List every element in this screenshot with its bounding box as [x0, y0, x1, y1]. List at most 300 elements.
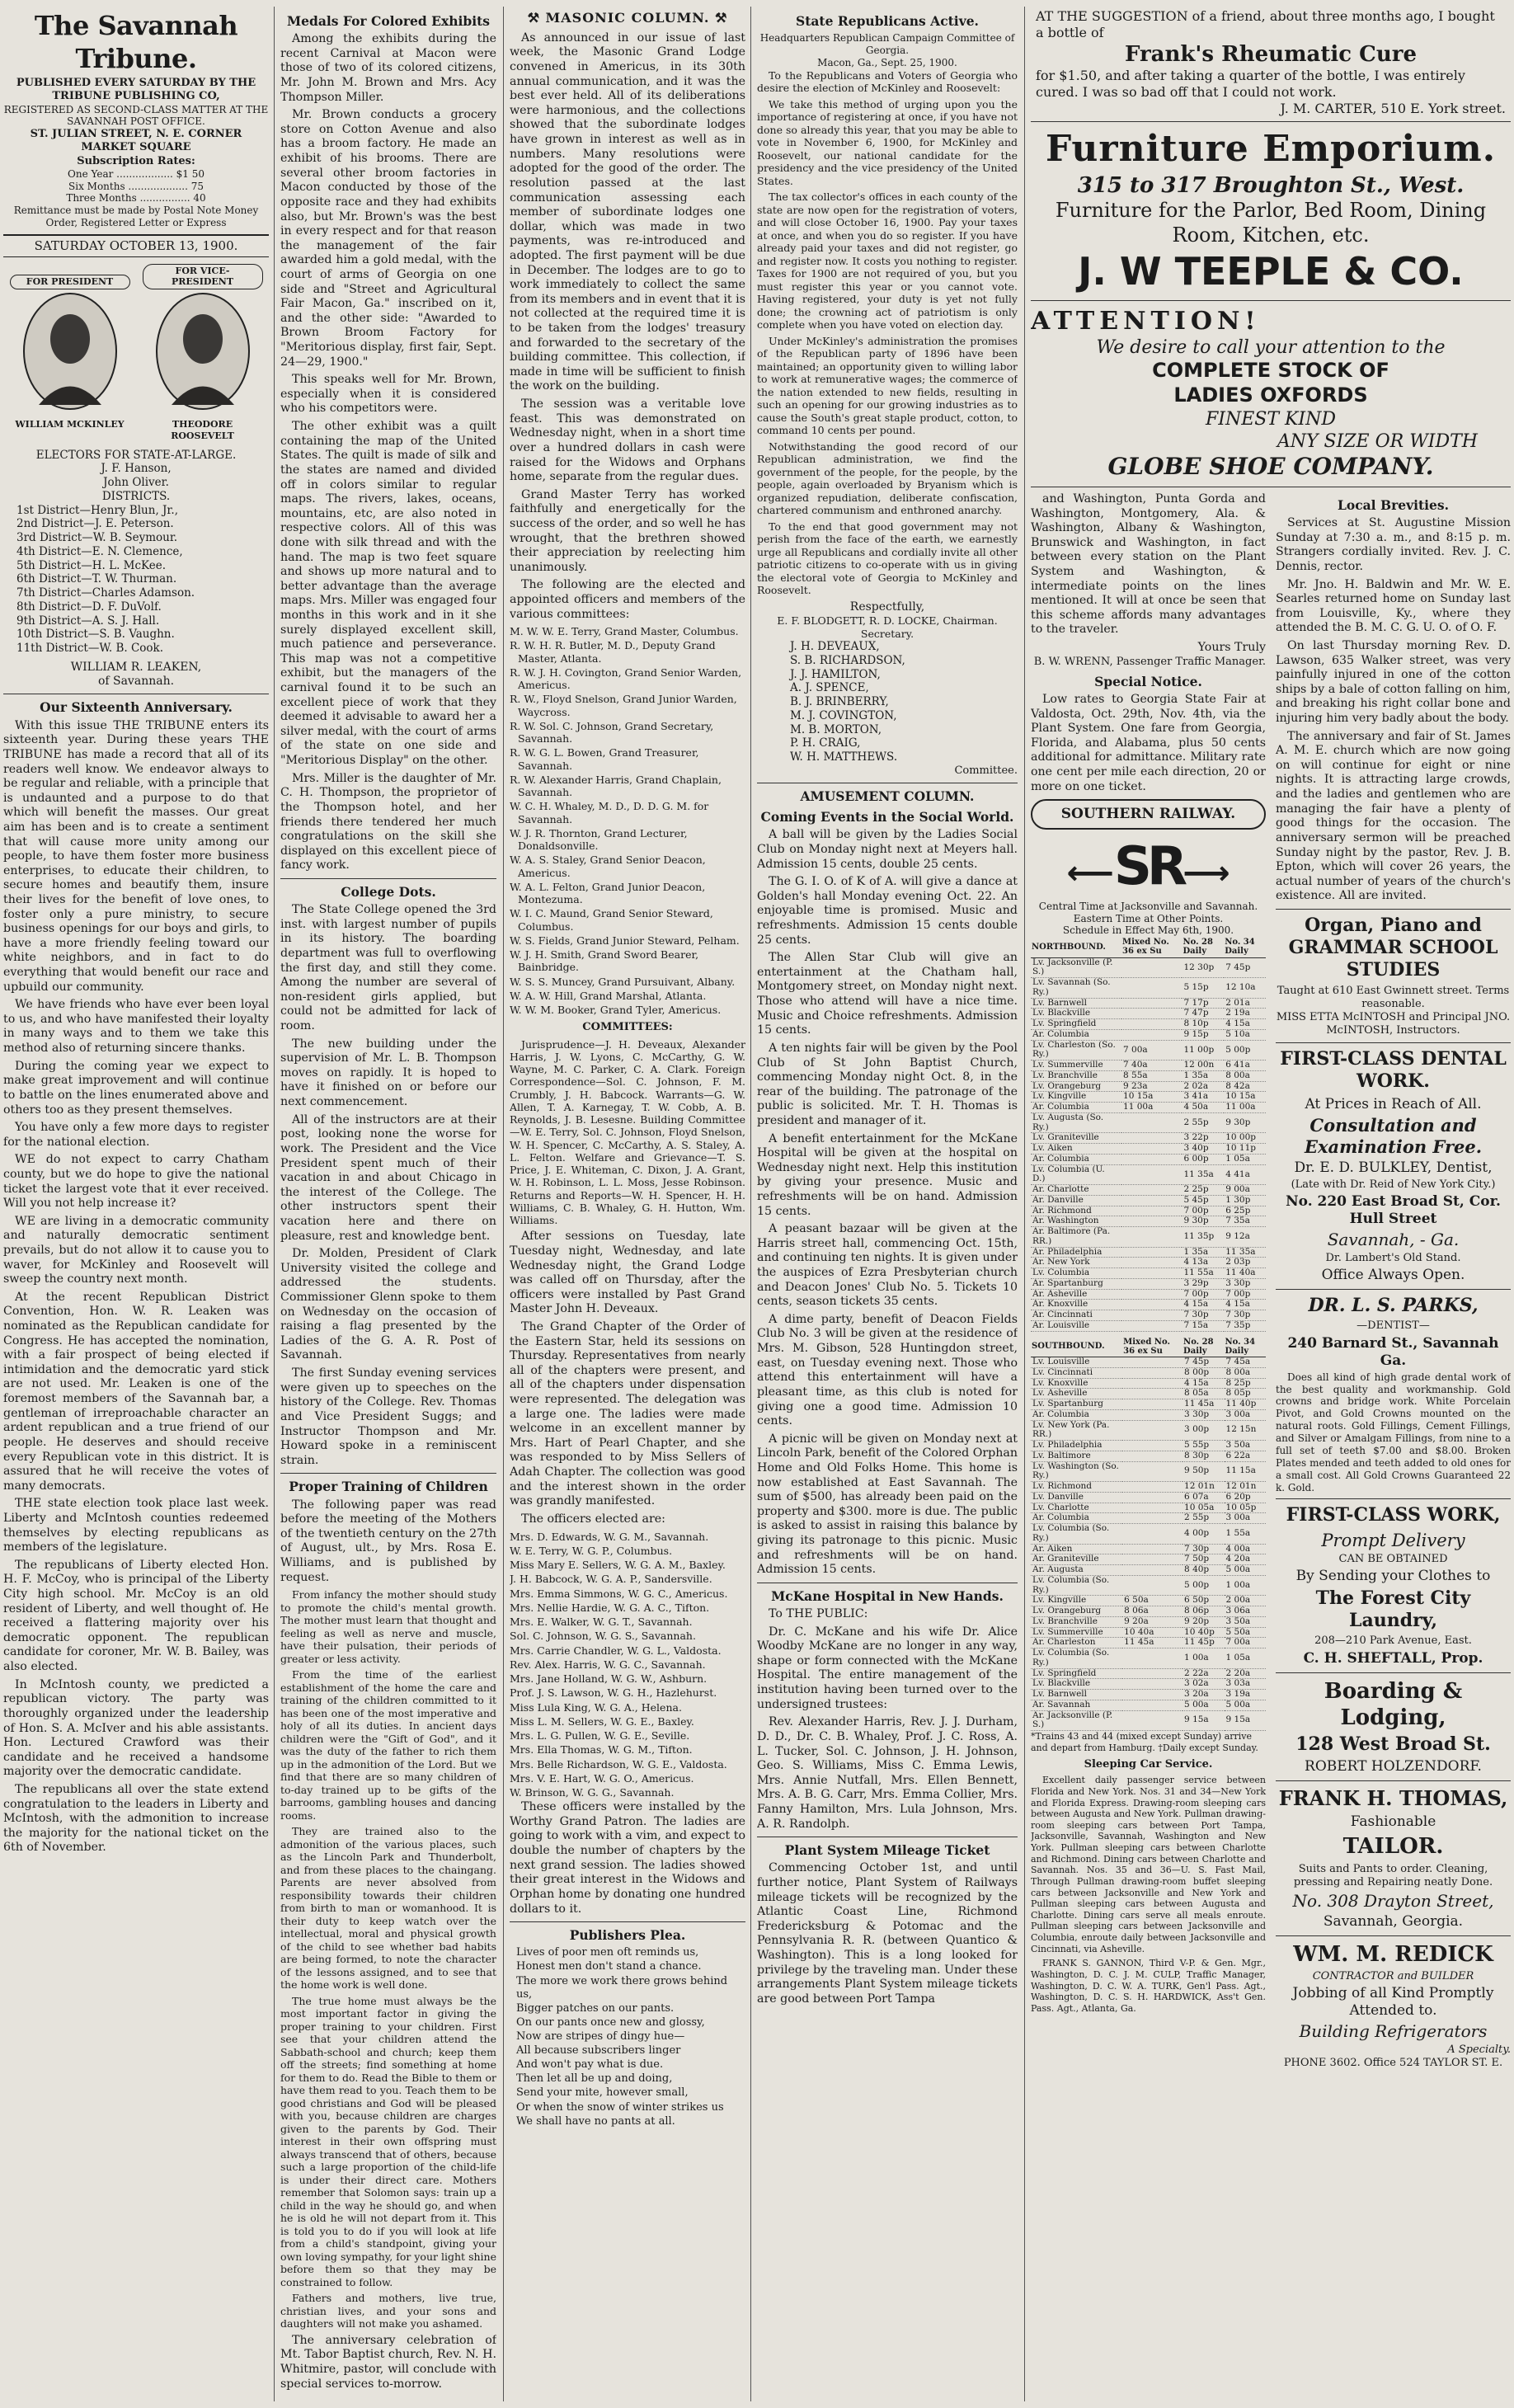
- schedule-row: [1031, 978, 1266, 999]
- district-line: 9th District—A. S. J. Hall.: [16, 614, 160, 628]
- brevity-item: The anniversary and fair of St. James A. M. E. church which are now going on will continue for eight or nine nights. It is attracting large crowds, and the ladies and gentlemen who are managing the fair have a plenty of good things for the occasion. The anniversary sermon will be preached Sunday night by the pastor, Rev. J. B. Epton, which will cover 26 years, the actual number of years of the church's existence. All are invited.: [1276, 729, 1511, 903]
- local-brevities-heading: Local Brevities.: [1337, 496, 1450, 513]
- column-rule: [750, 7, 751, 2401]
- article-paragraph: In McIntosh county, we predicted a republican victory. The party was thoroughly organized under the leadership of Hon. S. A. McIver and his able assistants. Hon. Lectured Crawford was their candidate and he received a handsome majority over the democratic candidate.: [3, 1677, 269, 1779]
- article-paragraph: You have only a few more days to register for the national election.: [3, 1121, 269, 1149]
- medals-heading: Medals For Colored Exhibits: [287, 13, 490, 29]
- globe-line: ANY SIZE OR WIDTH: [1277, 430, 1478, 452]
- article-paragraph: After sessions on Tuesday, late Tuesday night, Wednesday, and late Wednesday night, the Grand Lodge was called off on Thursday, after the officers were installed by Past Grand Master John H. Deveaux.: [510, 1230, 745, 1316]
- thomas-fashionable: Fashionable: [1350, 1813, 1436, 1831]
- schedule-row: [1031, 1195, 1266, 1206]
- schedule-cell: Lv. Springfield: [1031, 1668, 1122, 1679]
- schedule-cell: Lv. Knoxville: [1031, 1378, 1122, 1389]
- schedule-cell: 8 55a: [1121, 1070, 1182, 1081]
- schedule-row: [1031, 1216, 1266, 1227]
- committees-text: Jurisprudence—J. H. Deveaux, Alexander Harris, J. W. Lyons, C. McCarthy, G. W. Wayne, M. C. Parker, C. A. Clark. Foreign Correspondence—Sol. C. Johnson, F. M. Crumbly, J. H. Babcock. Warrants—G. W. Allen, T. A. Karnegay, T. W. Cobb, A. B. Reynolds, J. B. Lesesne. Building Committee—W. E. Terry, Sol. C. Johnson, Floyd Snelson, W. H. Spencer, C. McCarthy, A. S. Staley, A. L. Felton. Welfare and Grievance—T. S. Price, J. E. Whiteman, C. Dixon, J. A. Grant, W. H. Robinson, L. L. Moss, Jesse Robinson. Returns and Reports—W. H. Spencer, H. H. Williams, C. B. Whaley, G. H. Hutton, Wm. Williams.: [510, 1037, 745, 1227]
- electors-heading: ELECTORS FOR STATE-AT-LARGE.: [35, 448, 237, 462]
- schedule-cell: 2 00a: [1225, 1596, 1266, 1606]
- dental-doctor: Dr. E. D. BULKLEY, Dentist,: [1294, 1159, 1493, 1176]
- divider: [1031, 300, 1511, 301]
- railway-schedule-date: Schedule in Effect May 6th, 1900.: [1062, 924, 1234, 937]
- schedule-row: [1031, 1461, 1266, 1482]
- schedule-cell: 7 35p: [1224, 1320, 1266, 1331]
- schedule-cell: 11 45a: [1122, 1638, 1183, 1648]
- schedule-row: [1031, 1513, 1266, 1524]
- district-line: 7th District—Charles Adamson.: [16, 586, 195, 600]
- dental-consult: Consultation and Examination Free.: [1304, 1114, 1483, 1157]
- schedule-cell: 10 15a: [1224, 1092, 1266, 1103]
- schedule-cell: 3 30p: [1224, 1278, 1266, 1289]
- schedule-cell: 9 30p: [1224, 1112, 1266, 1133]
- schedule-cell: [1121, 1133, 1182, 1144]
- schedule-cell: [1121, 1258, 1182, 1268]
- officer-entry: R. W. Alexander Harris, Grand Chaplain, Savannah.: [510, 773, 722, 799]
- schedule-cell: Ar. Charlotte: [1031, 1185, 1121, 1196]
- schedule-cell: [1121, 1289, 1182, 1300]
- schedule-cell: 12 01n: [1225, 1482, 1266, 1493]
- schedule-cell: 11 00p: [1182, 1040, 1224, 1061]
- schedule-cell: 11 45a: [1183, 1399, 1224, 1410]
- schedule-cell: [1122, 1451, 1183, 1461]
- schedule-cell: [1121, 957, 1182, 978]
- dental-address: No. 220 East Broad St, Cor. Hull Street: [1286, 1193, 1501, 1228]
- franks-product: Frank's Rheumatic Cure: [1124, 41, 1418, 67]
- schedule-cell: 5 10a: [1224, 1029, 1266, 1040]
- article-paragraph: From infancy the mother should study to promote the child's mental growth. The mother must learn that thought and feeling as well as nerve and muscle, have their pulsation, their periods of greater or less activity.: [280, 1588, 496, 1665]
- schedule-cell: Lv. Richmond: [1031, 1482, 1122, 1493]
- thomas-text: Suits and Pants to order. Cleaning, pressing and Repairing neatly Done.: [1293, 1862, 1493, 1888]
- schedule-cell: 7 30p: [1183, 1544, 1224, 1554]
- schedule-header: SOUTHBOUND.: [1031, 1337, 1122, 1357]
- publishers-plea-heading: Publishers Plea.: [569, 1927, 686, 1944]
- forest-by: By Sending your Clothes to: [1295, 1567, 1491, 1584]
- article-paragraph: During the coming year we expect to make great improvement and will continue to battle on the lines enumerated above and others too as they present themselves.: [3, 1059, 269, 1117]
- schedule-cell: Lv. Summerville: [1031, 1061, 1121, 1071]
- schedule-cell: 2 22a: [1183, 1668, 1224, 1679]
- officer-entry: Mrs. Ella Thomas, W. G. M., Tifton.: [510, 1743, 693, 1757]
- schedule-row: [1031, 1420, 1266, 1441]
- redick-heading: WM. M. REDICK: [1293, 1941, 1493, 1967]
- poem-line: Bigger patches on our pants.: [516, 2001, 675, 2015]
- dental-city: Savannah, - Ga.: [1327, 1230, 1460, 1250]
- parks-address: 240 Barnard St., Savannah Ga.: [1287, 1334, 1499, 1369]
- schedule-cell: 2 01a: [1224, 998, 1266, 1009]
- forest-address: 208—210 Park Avenue, East.: [1314, 1634, 1472, 1648]
- column-3: [510, 8, 745, 2398]
- schedule-cell: 1 00a: [1225, 1575, 1266, 1596]
- thomas-city: Savannah, Georgia.: [1323, 1912, 1464, 1930]
- schedule-cell: 5 15p: [1182, 978, 1224, 999]
- masthead: The Savannah Tribune.: [34, 10, 238, 74]
- schedule-header: Mixed No. 36 ex Su: [1121, 937, 1182, 957]
- schedule-cell: 5 00a: [1225, 1700, 1266, 1710]
- schedule-cell: Lv. Columbia: [1031, 1268, 1121, 1279]
- article-paragraph: To the end that good government may not perish from the face of the earth, we earnestly urge all Republicans and cordially invite all other patriotic citizens to co-operate with us in giving the electoral vote of Georgia to McKinley and Roosevelt.: [757, 520, 1018, 597]
- schedule-cell: 8 25p: [1225, 1378, 1266, 1389]
- schedule-row: [1031, 1627, 1266, 1638]
- schedule-cell: Lv. Baltimore: [1031, 1451, 1122, 1461]
- schedule-cell: Ar. Graniteville: [1031, 1554, 1122, 1565]
- article-paragraph: The tax collector's offices in each county of the state are now open for the registration of voters, and will close October 16, 1900. Pay your taxes at once, and when you do so register. If you have already paid your taxes and did not register, go and register now. It costs you nothing to register. Taxes for 1900 are not required of you, but you must register this year or you cannot vote. Having registered, your duty is yet not fully done; the crowning act of patriotism is only complete when you have voted on election day.: [757, 190, 1018, 332]
- committee-name: P. H. CRAIG,: [790, 736, 861, 750]
- schedule-cell: 7 40a: [1121, 1061, 1182, 1071]
- schedule-cell: [1122, 1648, 1183, 1669]
- schedule-cell: 10 11p: [1224, 1144, 1266, 1155]
- schedule-cell: 9 12a: [1224, 1227, 1266, 1248]
- schedule-row: [1031, 1206, 1266, 1216]
- portrait-roosevelt: [143, 264, 263, 442]
- schedule-cell: 1 35a: [1182, 1247, 1224, 1258]
- schedule-cell: [1122, 1482, 1183, 1493]
- article-paragraph: Among the exhibits during the recent Carnival at Macon were those of two of its colored citizens, Mr. John M. Brown and Mrs. Acy Thompson Miller.: [280, 32, 496, 104]
- schedule-cell: Ar. Jacksonville (P. S.): [1031, 1710, 1122, 1731]
- poem-line: And won't pay what is due.: [516, 2058, 664, 2072]
- article-paragraph: Mrs. Miller is the daughter of Mr. C. H. Thompson, the proprietor of the Thompson hotel, and her friends there tendered her much congratulations on the skill she displayed on this excellent piece of fancy work.: [280, 771, 496, 872]
- officer-entry: Miss L. M. Sellers, W. G. E., Baxley.: [510, 1714, 694, 1728]
- schedule-cell: 7 35a: [1224, 1216, 1266, 1227]
- district-line: 5th District—H. L. McKee.: [16, 558, 167, 572]
- schedule-cell: 6 25p: [1224, 1206, 1266, 1216]
- boarding-prop: ROBERT HOLZENDORF.: [1305, 1758, 1482, 1775]
- officer-entry: W. A. S. Staley, Grand Senior Deacon, Americus.: [510, 854, 706, 879]
- schedule-row: [1031, 1081, 1266, 1092]
- article-paragraph: We take this method of urging upon you the importance of registering at once, if you have not done so already this year, that you may be able to vote in November 6, 1900, for McKinley and Roosevelt, our national candidate for the presidency and the vice presidency of the United States.: [757, 97, 1018, 187]
- college-heading: College Dots.: [341, 883, 436, 900]
- schedule-cell: 4 50a: [1182, 1103, 1224, 1113]
- schedule-cell: [1121, 1164, 1182, 1185]
- railway-note: Central Time at Jacksonville and Savannah. Eastern Time at Other Points.: [1038, 900, 1258, 924]
- franks-ad: AT THE SUGGESTION of a friend, about three months ago, I bought a bottle of Frank's Rheumatic Cure for $1.50, and after taking a quarter of the bottle, I was entirely cured. I was so bad off that I could not work. J. M. CARTER, 510 E. York street.: [1036, 8, 1506, 116]
- schedule-cell: Ar. Knoxville: [1031, 1300, 1121, 1310]
- officer-entry: W. A. L. Felton, Grand Junior Deacon, Montezuma.: [510, 880, 706, 906]
- schedule-cell: 7 45p: [1183, 1357, 1224, 1368]
- schedule-cell: 11 55a: [1182, 1268, 1224, 1279]
- schedule-cell: Ar. Columbia: [1031, 1513, 1122, 1524]
- schedule-row: [1031, 1668, 1266, 1679]
- schedule-cell: 7 00a: [1225, 1638, 1266, 1648]
- schedule-cell: 11 15a: [1225, 1461, 1266, 1482]
- schedule-cell: Ar. Spartanburg: [1031, 1278, 1121, 1289]
- article-paragraph: The following paper was read before the meeting of the Mothers of the twentieth century on the 27th of August, ult., by Mrs. Rosa E. Williams, and is published by request.: [280, 1498, 496, 1584]
- schedule-cell: 7 00p: [1182, 1289, 1224, 1300]
- franks-signature: J. M. CARTER, 510 E. York street.: [1280, 100, 1506, 116]
- schedule-cell: 7 30p: [1224, 1310, 1266, 1321]
- schedule-cell: Ar. Columbia: [1031, 1409, 1122, 1420]
- schedule-header: No. 34 Daily: [1225, 1337, 1266, 1357]
- article-paragraph: THE state election took place last week. Liberty and McIntosh counties redeemed themselves by electing republicans as members of the legislature.: [3, 1497, 269, 1554]
- schedule-cell: Lv. Barnwell: [1031, 998, 1121, 1009]
- schedule-cell: 8 42a: [1224, 1081, 1266, 1092]
- roosevelt-portrait-icon: [153, 289, 252, 413]
- schedule-cell: 11 40a: [1224, 1268, 1266, 1279]
- schedule-cell: 11 35a: [1224, 1247, 1266, 1258]
- schedule-row: [1031, 1185, 1266, 1196]
- article-paragraph: The officers elected are:: [521, 1512, 665, 1526]
- schedule-row: [1031, 1040, 1266, 1061]
- schedule-cell: 7 45a: [1225, 1357, 1266, 1368]
- schedule-row: [1031, 1019, 1266, 1030]
- schedule-row: [1031, 1357, 1266, 1368]
- article-paragraph: These officers were installed by the Worthy Grand Patron. The ladies are going to work with a vim, and expect to double the number of chapters by the next grand session. The ladies showed their great interest in the Widows and Orphan home by donating one hundred dollars to it.: [510, 1800, 745, 1916]
- thomas-address: No. 308 Drayton Street,: [1292, 1890, 1494, 1911]
- officer-entry: Rev. Alex. Harris, W. G. C., Savannah.: [510, 1658, 706, 1671]
- schedule-cell: [1121, 1247, 1182, 1258]
- anniversary-heading: Our Sixteenth Anniversary.: [40, 699, 233, 716]
- schedule-cell: 5 00a: [1225, 1565, 1266, 1576]
- special-notice-heading: Special Notice.: [1094, 673, 1202, 689]
- article-paragraph: At the recent Republican District Convention, Hon. W. R. Leaken was nominated as the Republican candidate for Congress. He has accepted the nomination, with a fair prospect of being elected if intimidation and the democratic yard stick are not used. Mr. Leaken is one of the foremost members of the Savannah bar, a gentleman of irreproachable character an ardent republican and a true friend of our people. He deserves and should receive every Republican vote in this district. It is assured that he will receive the votes of many democrats.: [3, 1290, 269, 1493]
- schedule-cell: 9 20p: [1183, 1616, 1224, 1627]
- poem-line: We shall have no pants at all.: [516, 2114, 675, 2128]
- schedule-cell: [1122, 1409, 1183, 1420]
- article-paragraph: The Allen Star Club will give an entertainment at the Chatham hall, Montgomery street, on Monday night next. Those who attend will have a nice time. Music and Choice refreshments. Admission 15 cents.: [757, 951, 1018, 1037]
- district-line: 1st District—Henry Blun, Jr.,: [16, 503, 178, 517]
- schedule-cell: Lv. Spartanburg: [1031, 1399, 1122, 1410]
- schedule-cell: 7 00p: [1224, 1289, 1266, 1300]
- square-compass-icon: ⚒: [709, 10, 728, 26]
- divider: [1031, 121, 1511, 122]
- furniture-heading: Furniture Emporium.: [1045, 128, 1497, 171]
- globe-line: FINEST KIND: [1205, 408, 1337, 430]
- divider: [1276, 1672, 1511, 1673]
- furniture-address: 315 to 317 Broughton St., West.: [1077, 172, 1465, 198]
- schedule-cell: [1122, 1710, 1183, 1731]
- schedule-cell: 8 00a: [1225, 1367, 1266, 1378]
- schedule-cell: [1122, 1420, 1183, 1441]
- article-paragraph: Fathers and mothers, live true, christian lives, and your sons and daughters will not make you ashamed.: [280, 2292, 496, 2330]
- schedule-cell: Lv. Cincinnati: [1031, 1367, 1122, 1378]
- schedule-cell: [1122, 1441, 1183, 1451]
- furniture-ad: [1031, 127, 1511, 294]
- officer-entry: W. S. Fields, Grand Junior Steward, Pelham.: [510, 934, 740, 947]
- divider: [280, 878, 496, 879]
- committee-name: J. H. DEVEAUX,: [790, 640, 880, 654]
- schedule-cell: 4 41a: [1224, 1164, 1266, 1185]
- schedule-cell: 7 00p: [1182, 1206, 1224, 1216]
- poem-line: Then let all be up and doing,: [516, 2072, 673, 2086]
- schedule-cell: 3 22p: [1182, 1133, 1224, 1144]
- state-subheading: Headquarters Republican Campaign Committee of Georgia.: [759, 32, 1015, 57]
- schedule-cell: Lv. Columbia (So. Ry.): [1031, 1524, 1122, 1545]
- schedule-cell: 3 00a: [1225, 1409, 1266, 1420]
- plant-yours: Yours Truly: [1197, 640, 1266, 654]
- schedule-cell: Lv. Jacksonville (P. S.): [1031, 957, 1121, 978]
- officer-entry: Mrs. Belle Richardson, W. G. E., Valdosta.: [510, 1757, 727, 1771]
- schedule-row: [1031, 1310, 1266, 1321]
- training-heading: Proper Training of Children: [289, 1479, 488, 1495]
- state-republicans-heading: State Republicans Active.: [796, 13, 979, 29]
- schedule-row: [1031, 1103, 1266, 1113]
- schedule-header: Mixed No. 36 ex Su: [1122, 1337, 1183, 1357]
- divider: [1276, 1935, 1511, 1936]
- article-paragraph: From the time of the earliest establishment of the home the care and training of the children committed to it has been one of the most imperative and holy of all its duties. In ancient days children were the "Gift of God", and it was the duty of the father to rich them up in the admonition of the Lord. But we find that there are so many children of to-day trained up to be gifts of the barrooms, gambling houses and dancing rooms.: [280, 1668, 496, 1822]
- schedule-cell: Ar. New York: [1031, 1258, 1121, 1268]
- article-paragraph: As announced in our issue of last week, the Masonic Grand Lodge convened in Americus, in its 30th annual communication, and it was the best ever held. All of its deliberations were harmonious, and the collections showed that the subordinate lodges have grown in interest as well as in numbers. Many resolutions were adopted for the good of the order. The resolution passed at the last communication assessing each member of subordinate lodges one dollar, which was made in two payments, was re-introduced and adopted. The first payment will be due in December. The lodges are to go to work immediately to collect the same from its members and in event that it is not collected at the required time it is to be taken from the lodges' treasury and forwarded to the secretary of the building committee. This collection, if made in time will be sufficient to finish the work on the building.: [510, 31, 745, 393]
- officer-list: [510, 625, 745, 1016]
- article-paragraph: The anniversary celebration of Mt. Tabor Baptist church, Rev. N. H. Whitmire, pastor, will conclude with special services to-morrow.: [280, 2333, 496, 2391]
- schedule-cell: Ar. Danville: [1031, 1195, 1121, 1206]
- article-paragraph: Dr. C. McKane and his wife Dr. Alice Woodby McKane are no longer in any way, shape or form connected with the McKane Hospital. The entire management of the institution having been turned over to the undersigned trustees:: [757, 1625, 1018, 1711]
- schedule-cell: 2 55p: [1182, 1112, 1224, 1133]
- schedule-cell: 3 41a: [1182, 1092, 1224, 1103]
- schedule-row: [1031, 1690, 1266, 1700]
- schedule-cell: [1122, 1700, 1183, 1710]
- article-paragraph: Commencing October 1st, and until further notice, Plant System of Railways mileage tickets will be recognized by the Atlantic Coast Line, Richmond Fredericksburg & Potomac and the Pennsylvania R. R. (between Quantico & Washington). This is a long looked for privilege by the traveling man. Under these arrangements Plant System mileage tickets are good between Port Tampa: [757, 1861, 1018, 2006]
- officer-entry: M. W. W. E. Terry, Grand Master, Columbus.: [510, 625, 739, 638]
- schedule-row: [1031, 1289, 1266, 1300]
- brevity-item: On last Thursday morning Rev. D. Lawson, 635 Walker street, was very painfully injured in one of the cotton ships by a bale of cotton falling on him, and breaking his right collar bone and injuring him very badly about the body.: [1276, 638, 1511, 726]
- officer-entry: Mrs. Carrie Chandler, W. G. L., Valdosta.: [510, 1644, 722, 1657]
- schedule-cell: 10 40p: [1183, 1627, 1224, 1638]
- schedule-row: [1031, 1367, 1266, 1378]
- rate-line: Three Months ................ 40: [66, 192, 206, 205]
- respectfully: Respectfully,: [849, 600, 925, 614]
- article-paragraph: The State College opened the 3rd inst. with largest number of pupils in its history. The boarding department was full to overflowing the first day, and still they come. Among the number are several of non-resident girls applied, but could not be admitted for lack of room.: [280, 903, 496, 1033]
- schedule-cell: 8 05p: [1225, 1389, 1266, 1399]
- schedule-cell: 5 55p: [1183, 1441, 1224, 1451]
- officer-entry: Mrs. Jane Holland, W. G. W., Ashburn.: [510, 1672, 708, 1685]
- article-paragraph: The session was a veritable love feast. This was demonstrated on Wednesday night, when in a short time over a hundred dollars in cash were raised for the Widows and Orphans home, separate from the regular dues.: [510, 397, 745, 484]
- schedule-cell: [1121, 1154, 1182, 1164]
- redick-refrigerators: Building Refrigerators: [1299, 2021, 1488, 2042]
- schedule-cell: 9 15a: [1183, 1710, 1224, 1731]
- article-paragraph: The republicans all over the state extend congratulation to the leaders in Liberty and McIntosh, with the admonition to increase the majority for the national ticket on the 6th of November.: [3, 1782, 269, 1855]
- schedule-row: [1031, 1029, 1266, 1040]
- article-paragraph: WE are living in a democratic community and naturally democratic sentiment prevails, but do not allow it to cause you to waver, for McKinley and Roosevelt will sweep the country next month.: [3, 1214, 269, 1286]
- issue-date: SATURDAY OCTOBER 13, 1900.: [3, 234, 269, 257]
- officer-entry: Mrs. V. E. Hart, W. G. O., Americus.: [510, 1771, 694, 1785]
- amusement-heading: AMUSEMENT COLUMN.: [800, 788, 975, 804]
- schedule-cell: Ar. Cincinnati: [1031, 1310, 1121, 1321]
- schedule-cell: 1 00a: [1183, 1648, 1224, 1669]
- officer-entry: R. W. Sol. C. Johnson, Grand Secretary, Savannah.: [510, 719, 714, 745]
- schedule-cell: 2 03p: [1224, 1258, 1266, 1268]
- officer-entry: Mrs. Nellie Hardie, W. G. A. C., Tifton.: [510, 1601, 710, 1614]
- schedule-cell: [1121, 1206, 1182, 1216]
- committee-name: B. J. BRINBERRY,: [790, 695, 889, 709]
- organ-taught: Taught at 610 East Gwinnett street. Terms reasonable.: [1277, 984, 1510, 1010]
- schedule-row: [1031, 1268, 1266, 1279]
- schedule-cell: 12 10a: [1224, 978, 1266, 999]
- rate-line: One Year .................. $1 50: [68, 167, 205, 180]
- mckane-heading: McKane Hospital in New Hands.: [771, 1587, 1004, 1604]
- schedule-cell: [1121, 1195, 1182, 1206]
- officer-entry: Mrs. L. G. Pullen, W. G. E., Seville.: [510, 1729, 690, 1742]
- schedule-row: [1031, 998, 1266, 1009]
- schedule-cell: 2 19a: [1224, 1009, 1266, 1019]
- schedule-cell: [1121, 1300, 1182, 1310]
- redick-sub: CONTRACTOR and BUILDER: [1312, 1969, 1474, 1982]
- schedule-cell: 12 30p: [1182, 957, 1224, 978]
- lower-ads-row: [1031, 492, 1511, 2070]
- poem-line: Or when the snow of winter strikes us: [516, 2100, 724, 2114]
- officer-entry: Miss Lula King, W. G. A., Helena.: [510, 1700, 682, 1714]
- rates-heading: Subscription Rates:: [77, 154, 195, 167]
- schedule-cell: 8 40p: [1183, 1565, 1224, 1576]
- officer-entry: W. I. C. Maund, Grand Senior Steward, Columbus.: [510, 907, 713, 933]
- schedule-cell: 2 20a: [1225, 1668, 1266, 1679]
- schedule-cell: 11 40p: [1225, 1399, 1266, 1410]
- divider: [1276, 1498, 1511, 1499]
- schedule-row: [1031, 1070, 1266, 1081]
- schedule-cell: 8 06p: [1183, 1606, 1224, 1617]
- schedule-cell: 10 05a: [1183, 1503, 1224, 1513]
- schedule-cell: Lv. Springfield: [1031, 1019, 1121, 1030]
- schedule-cell: 11 35p: [1182, 1227, 1224, 1248]
- dental-stand: Dr. Lambert's Old Stand.: [1325, 1252, 1461, 1264]
- schedule-row: [1031, 1278, 1266, 1289]
- schedule-cell: 4 20a: [1225, 1554, 1266, 1565]
- schedule-cell: 6 50a: [1122, 1596, 1183, 1606]
- divider: [1276, 909, 1511, 910]
- schedule-cell: 4 15a: [1183, 1378, 1224, 1389]
- article-paragraph: Grand Master Terry has worked faithfully and energetically for the success of the order, and so well he has wrought, that the brethren showed their appreciation by reelecting him unanimously.: [510, 487, 745, 574]
- schedule-cell: 8 06a: [1122, 1606, 1183, 1617]
- poem-line: The more we work there grows behind us,: [516, 1974, 728, 2001]
- parks-text: Does all kind of high grade dental work of the best quality and workmanship. Gold crowns and bridge work. White Porcelain Pivot, and Gold Crowns mounted on the natural roots. Gold Fillings, Cement Fillings, and Silver or Amalgam Fillings, from nine to a full set of teeth $7.00 and $8.00. Broken Plates mended and teeth added to old ones for a small cost. All Gold Crowns Guaranteed 22 k. Gold.: [1276, 1371, 1511, 1493]
- schedule-cell: 6 22a: [1225, 1451, 1266, 1461]
- article-paragraph: The first Sunday evening services were given up to speeches on the history of the College. Rev. Thomas and Vice President Suggs; and Instructor Thompson and Mr. Howard spoke in a reminiscent strain.: [280, 1366, 496, 1467]
- schedule-cell: 4 00p: [1183, 1524, 1224, 1545]
- poem-line: On our pants once new and glossy,: [516, 2015, 705, 2029]
- schedule-cell: 7 45p: [1224, 957, 1266, 978]
- schedule-cell: Lv. Columbia (So. Ry.): [1031, 1648, 1122, 1669]
- article-paragraph: Rev. Alexander Harris, Rev. J. J. Durham, D. D., Dr. C. B. Whaley, Prof. J. C. Ross, A. L. Tucker, Sol. C. Johnson, J. H. Johnson, Geo. S. Williams, Miss C. Emma Lewis, Mrs. Annie Nutfall, Mrs. Ellen Bennett, Mrs. A. B. G. Carr, Mrs. Emma Collier, Mrs. Fanny Hamilton, Mrs. Lula Johnson, Mrs. A. R. Randolph.: [757, 1715, 1018, 1831]
- officer-entry: Mrs. D. Edwards, W. G. M., Savannah.: [510, 1530, 709, 1543]
- globe-line: COMPLETE STOCK OF: [1152, 359, 1389, 383]
- schedule-cell: [1122, 1668, 1183, 1679]
- address-line: ST. JULIAN STREET, N. E. CORNER MARKET SQUARE: [30, 128, 242, 154]
- schedule-cell: 6 41a: [1224, 1061, 1266, 1071]
- schedule-cell: Lv. Columbia (So. Ry.): [1031, 1575, 1122, 1596]
- schedule-cell: 4 15a: [1182, 1300, 1224, 1310]
- state-salutation: To the Republicans and Voters of Georgia who desire the election of McKinley and Roosevelt:: [757, 68, 1018, 95]
- forest-prompt: Prompt Delivery: [1321, 1530, 1465, 1550]
- masonic-heading: ⚒ MASONIC COLUMN. ⚒: [527, 10, 728, 26]
- article-paragraph: A dime party, benefit of Deacon Fields Club No. 3 will be given at the residence of Mrs. M. Gibson, 528 Huntingdon street, east, on Tuesday evening next. Those who attend this entertainment will have a pleasant time, as this club is noted for giving one a good time. Admission 10 cents.: [757, 1312, 1018, 1428]
- schedule-cell: 10 15a: [1121, 1092, 1182, 1103]
- committee-name: S. B. RICHARDSON,: [790, 653, 905, 667]
- schedule-cell: Lv. Aiken: [1031, 1144, 1121, 1155]
- schedule-cell: 9 15p: [1182, 1029, 1224, 1040]
- schedule-cell: [1122, 1378, 1183, 1389]
- committee-name: M. B. MORTON,: [790, 722, 882, 736]
- schedule-cell: Lv. New York (Pa. RR.): [1031, 1420, 1122, 1441]
- schedule-cell: Ar. Savannah: [1031, 1700, 1122, 1710]
- schedule-cell: 3 40p: [1182, 1144, 1224, 1155]
- schedule-row: [1031, 1503, 1266, 1513]
- globe-line: GLOBE SHOE COMPANY.: [1107, 453, 1434, 481]
- divider: [1276, 1780, 1511, 1781]
- article-paragraph: A ten nights fair will be given by the Pool Club of St John Baptist Church, commencing Monday night Oct. 8, in the rear of the building. The patronage of the public is solicited. Mr. T. H. Thomas is president and manager of it.: [757, 1041, 1018, 1127]
- officer-entry: W. J. H. Smith, Grand Sword Bearer, Bainbridge.: [510, 948, 699, 974]
- northbound-schedule: [1031, 937, 1266, 1331]
- schedule-cell: 2 55p: [1183, 1513, 1224, 1524]
- schedule-cell: 7 17p: [1182, 998, 1224, 1009]
- mckane-salutation: To THE PUBLIC:: [769, 1607, 868, 1621]
- officer-entry: R. W., Floyd Snelson, Grand Junior Warden, Waycross.: [510, 693, 737, 718]
- candidate-portraits: [3, 264, 269, 442]
- square-compass-icon: ⚒: [527, 10, 546, 26]
- schedule-cell: 7 47p: [1182, 1009, 1224, 1019]
- schedule-cell: Lv. Augusta (So. Ry.): [1031, 1112, 1121, 1133]
- schedule-cell: 9 23a: [1121, 1081, 1182, 1092]
- schedule-cell: [1122, 1690, 1183, 1700]
- southern-railway-heading: SOUTHERN RAILWAY.: [1031, 799, 1266, 830]
- schedule-row: [1031, 1009, 1266, 1019]
- schedule-cell: 5 00p: [1183, 1575, 1224, 1596]
- schedule-row: [1031, 1227, 1266, 1248]
